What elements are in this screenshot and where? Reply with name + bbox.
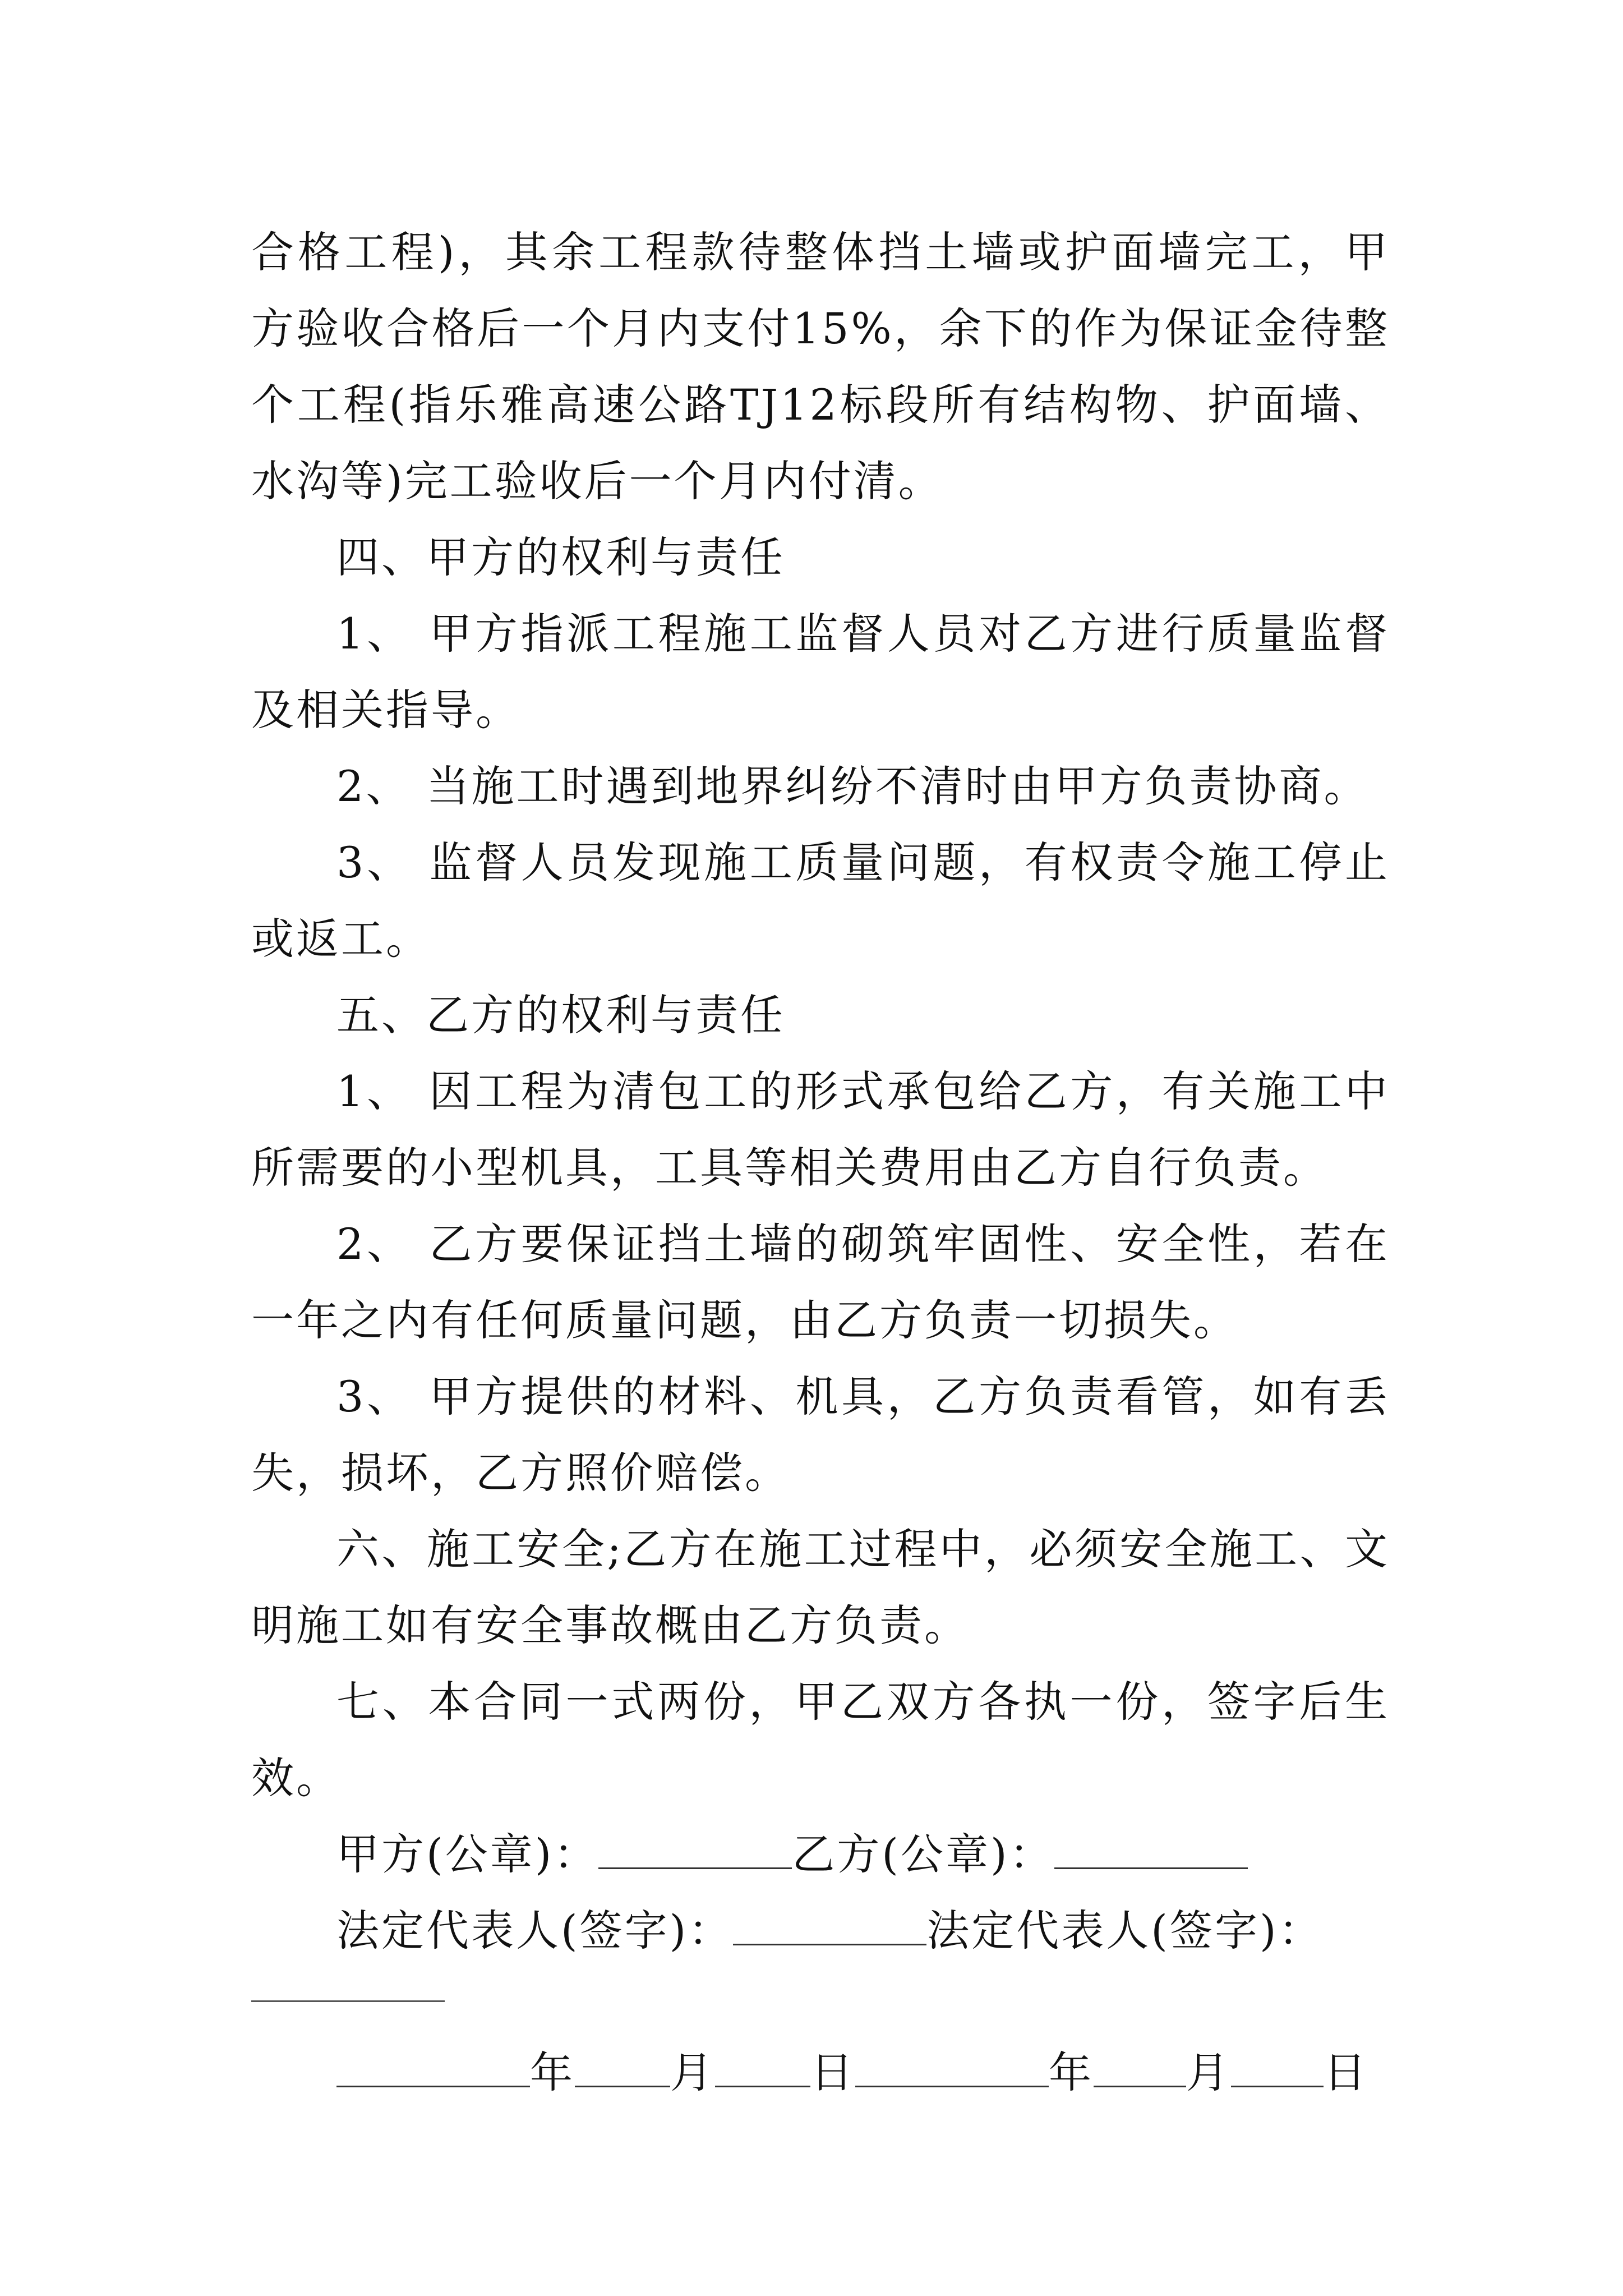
date-b-day-field[interactable] (1231, 2046, 1324, 2087)
rep-a-label: 法定代表人(签字)： (336, 1906, 734, 1955)
date-block (251, 2035, 1390, 2111)
heading-party-a-rights: 四、甲方的权利与责任 (336, 532, 785, 582)
rep-b-label: 法定代表人(签字)： (926, 1906, 1324, 1955)
clause-4-1: 1、 甲方指派工程施工监督人员对乙方进行质量监督及相关指导。 (251, 609, 1390, 735)
date-a-month-label: 月 (670, 2047, 715, 2097)
party-b-seal-label: 乙方(公章)： (792, 1829, 1054, 1879)
date-a-year-label: 年 (530, 2047, 575, 2097)
seal-line (336, 1816, 1390, 1893)
date-line (336, 2035, 1390, 2111)
rep-a-signature-field[interactable] (733, 1904, 926, 1945)
clause-4-2: 2、 当施工时遇到地界纠纷不清时由甲方负责协商。 (336, 761, 1369, 811)
date-a-month-field[interactable] (575, 2046, 670, 2087)
heading-party-b-rights: 五、乙方的权利与责任 (336, 990, 785, 1040)
signature-block (251, 1816, 1390, 1969)
date-b-month-field[interactable] (1094, 2046, 1186, 2087)
document-body (251, 214, 1390, 2111)
party-b-seal-field[interactable] (1054, 1828, 1248, 1869)
party-a-seal-field[interactable] (598, 1828, 792, 1869)
paragraph-payment-terms: 合格工程)，其余工程款待整体挡土墙或护面墙完工，甲方验收合格后一个月内支付15%，余下的作为保证金待整个工程(指乐雅高速公路TJ12标段所有结构物、护面墙、水沟等)完工验收后一个月内付清。 (251, 227, 1390, 506)
representative-line (336, 1893, 1390, 1969)
date-b-year-field[interactable] (855, 2046, 1049, 2087)
clause-5-3: 3、 甲方提供的材料、机具，乙方负责看管，如有丢失，损坏，乙方照价赔偿。 (251, 1372, 1390, 1498)
date-a-day-label: 日 (810, 2047, 855, 2097)
party-a-seal-label: 甲方(公章)： (336, 1829, 599, 1879)
clause-4-3: 3、 监督人员发现施工质量问题，有权责令施工停止或返工。 (251, 838, 1390, 964)
clause-6-safety: 六、施工安全;乙方在施工过程中，必须安全施工、文明施工如有安全事故概由乙方负责。 (251, 1524, 1390, 1650)
date-b-day-label: 日 (1324, 2047, 1368, 2097)
date-a-day-field[interactable] (715, 2046, 810, 2087)
rep-b-signature-field[interactable] (251, 2000, 445, 2002)
date-b-year-label: 年 (1049, 2047, 1094, 2097)
clause-5-1: 1、 因工程为清包工的形式承包给乙方，有关施工中所需要的小型机具，工具等相关费用由乙方自行负责。 (251, 1066, 1390, 1193)
date-b-month-label: 月 (1186, 2047, 1231, 2097)
clause-5-2: 2、 乙方要保证挡土墙的砌筑牢固性、安全性，若在一年之内有任何质量问题，由乙方负责一切损失。 (251, 1219, 1390, 1345)
clause-7-copies: 七、本合同一式两份，甲乙双方各执一份，签字后生效。 (251, 1677, 1390, 1803)
date-a-year-field[interactable] (336, 2046, 530, 2087)
